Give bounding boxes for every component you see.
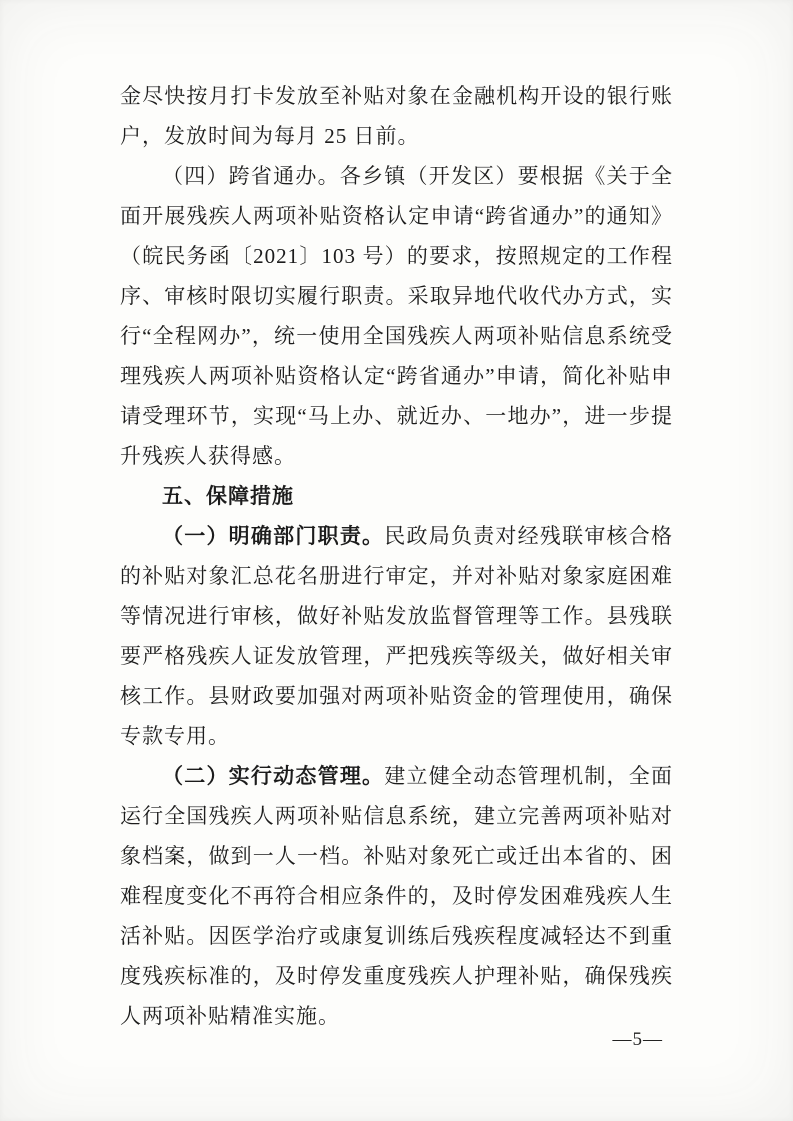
paragraph-dynamic-management <box>120 756 673 1036</box>
paragraph-continuation: 金尽快按月打卡发放至补贴对象在金融机构开设的银行账户，发放时间为每月 25 日前。 <box>120 84 673 148</box>
paragraph-lead: （二）实行动态管理。 <box>162 764 385 788</box>
paragraph-text: 民政局负责对经残联审核合格的补贴对象汇总花名册进行审定，并对补贴对象家庭困难等情况进行审核，做好补贴发放监督管理等工作。县残联要严格残疾人证发放管理，严把残疾等级关，做好相关审核工作。县财政要加强对两项补贴资金的管理使用，确保专款专用。 <box>120 524 674 748</box>
document-body <box>120 76 673 1036</box>
paragraph-lead: （一）明确部门职责。 <box>162 524 385 548</box>
paragraph-cross-province <box>120 156 673 476</box>
paragraph-text: 建立健全动态管理机制，全面运行全国残疾人两项补贴信息系统，建立完善两项补贴对象档案，做到一人一档。补贴对象死亡或迁出本省的、困难程度变化不再符合相应条件的，及时停发困难残疾人生活补贴。因医学治疗或康复训练后残疾程度减轻达不到重度残疾标准的，及时停发重度残疾人护理补贴，确保残疾人两项补贴精准实施。 <box>120 764 674 1028</box>
paragraph-lead: （四）跨省通办。 <box>162 164 340 188</box>
section-heading: 五、保障措施 <box>162 484 294 508</box>
paragraph-duties <box>120 516 673 756</box>
page-number: —5— <box>612 1029 663 1050</box>
paragraph-text: 各乡镇（开发区）要根据《关于全面开展残疾人两项补贴资格认定申请“跨省通办”的通知》（皖民务函〔2021〕103 号）的要求，按照规定的工作程序、审核时限切实履行职责。采取异地代收代办方式，实行“全程网办”，统一使用全国残疾人两项补贴信息系统受理残疾人两项补贴资格认定“跨省通办”申请，简化补贴申请受理环节，实现“马上办、就近办、一地办”，进一步提升残疾人获得感。 <box>120 164 674 468</box>
